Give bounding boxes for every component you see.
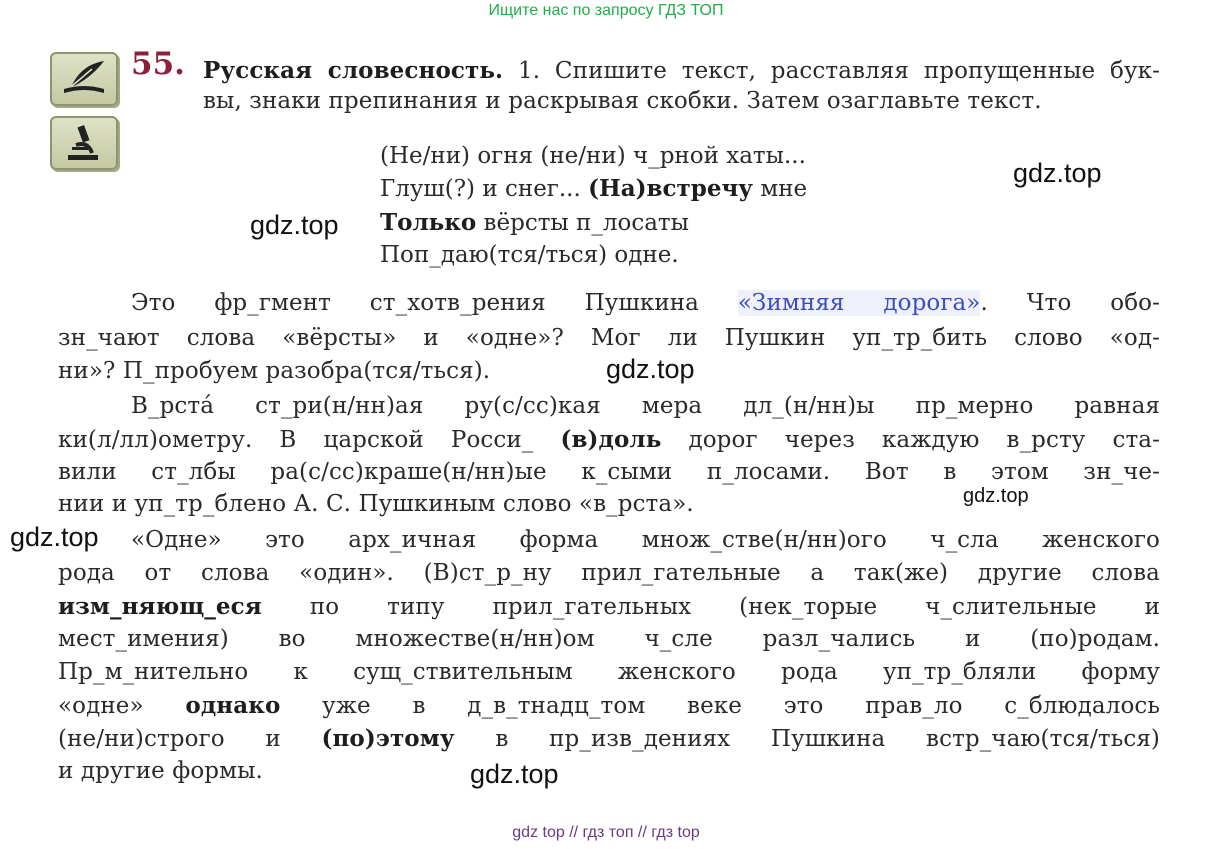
p1-line-3: ни»? П_пробуем разобра(тся/ться). [58,358,491,384]
p2-line-1: В_рстá ст_ри(н/нн)ая ру(с/сс)кая мера дл_(н/нн)ы пр_мерно равная [131,393,1160,419]
watermark-gdz-6: gdz.top [470,759,559,789]
exercise-title: Русская словесность. [203,57,504,84]
microscope-icon [50,116,118,170]
watermark-gdz-1: gdz.top [1013,158,1102,188]
p3-line-1: «Одне» это арх_ичная форма множ_стве(н/нн)ого ч_сла женского [131,527,1160,553]
poem-line-1: (Не/ни) огня (не/ни) ч_рной хаты... [380,143,806,169]
watermark-top: Ищите нас по запросу ГДЗ ТОП [488,2,724,19]
p3-line-8: и другие формы. [58,758,263,784]
p2-line-3: вили ст_лбы ра(с/сс)краше(н/нн)ые к_сыми п_лосами. Вот в этом зн_че- [58,459,1160,485]
poem-line-2: Глуш(?) и снег... (На)встречу мне [380,175,808,202]
p3-line-6: «одне» однако уже в д_в_тнадц_том веке это прав_ло с_блюдалось [58,692,1160,719]
exercise-number: 55. [131,46,185,82]
literature-icon [50,52,118,106]
p2-line-4: нии и уп_тр_блено А. С. Пушкиным слово «в_рста». [58,491,694,517]
p1-line-2: зн_чают слова «вёрсты» и «одне»? Мог ли Пушкин уп_тр_бить слово «од- [58,325,1160,351]
p3-line-2: рода от слова «один». (В)ст_р_ну прил_гательные а так(же) другие слова [58,560,1160,586]
watermark-gdz-4: gdz.top [963,485,1029,507]
watermark-gdz-2: gdz.top [250,210,339,240]
task-line-1 [203,57,1160,84]
p3-line-3: изм_няющ_еся по типу прил_гательных (нек_торые ч_слительные и [58,593,1160,620]
watermark-gdz-3: gdz.top [606,354,695,384]
p1-line-1: Это фр_гмент ст_хотв_рения Пушкина «Зимняя дорога». Что обо- [131,290,1160,316]
task-text: 1. Спишите текст, расставляя пропущенные бук- [503,58,1160,84]
p2-line-2: ки(л/лл)ометру. В царской Росси_ (в)доль дорог через каждую в_рсту ста- [58,426,1160,453]
watermark-bottom: gdz top // гдз топ // гдз top [512,824,700,841]
p3-line-4: мест_имения) во множестве(н/нн)ом ч_сле разл_чались и (по)родам. [58,626,1160,652]
p3-line-5: Пр_м_нительно к сущ_ствительным женского рода уп_тр_бляли форму [58,659,1160,685]
poem-line-3: Только вёрсты п_лосаты [380,209,689,236]
poem-line-4: Поп_даю(тся/ться) одне. [380,242,679,268]
task-line-2: вы, знаки препинания и раскрывая скобки. Затем озаглавьте текст. [203,88,1042,114]
poem-title-link[interactable]: «Зимняя дорога» [737,290,981,316]
watermark-gdz-5: gdz.top [10,522,99,552]
p3-line-7: (не/ни)строго и (по)этому в пр_изв_дениях Пушкина встр_чаю(тся/ться) [58,725,1161,752]
